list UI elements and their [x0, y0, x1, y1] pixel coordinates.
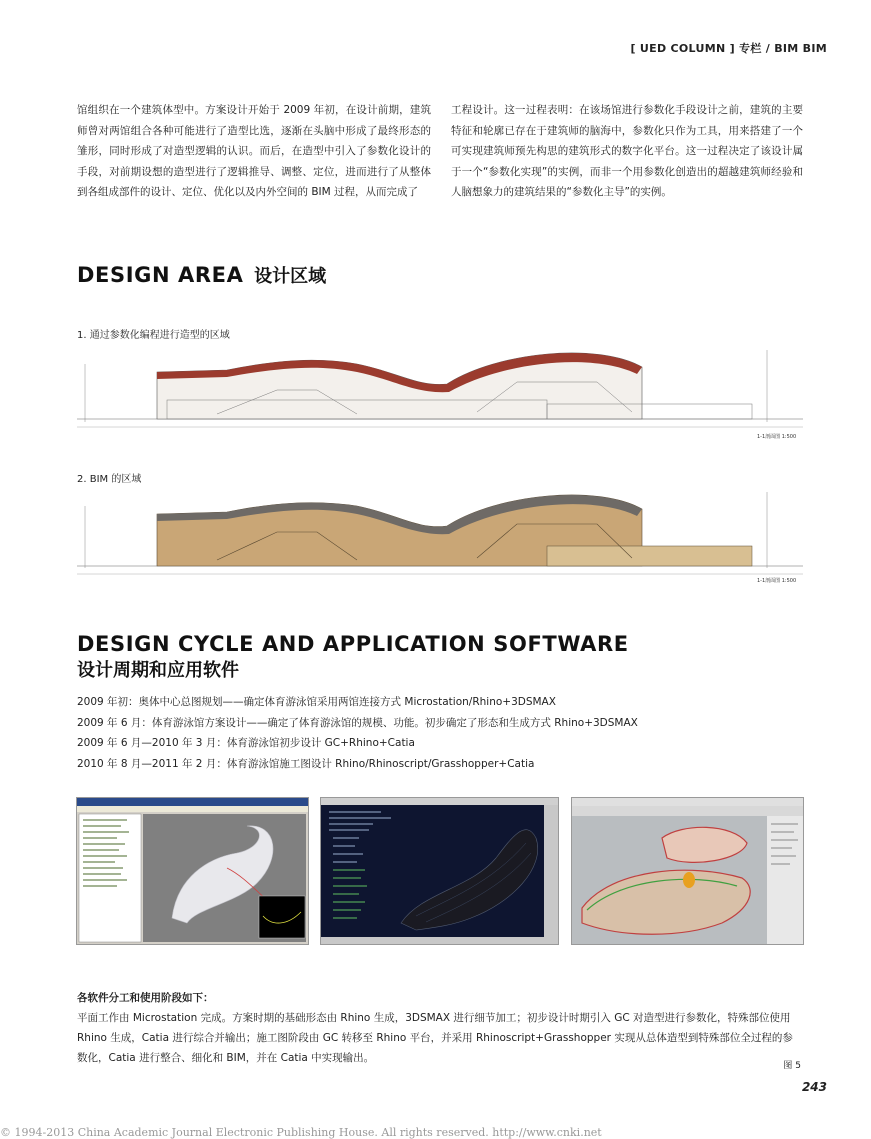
catia-toolbar-bottom	[321, 937, 544, 944]
drawing2-caption: 2. BIM 的区域	[77, 474, 142, 485]
column-header-tag: [ UED COLUMN ] 专栏 / BIM BIM	[630, 42, 827, 55]
rhino-layers-panel	[767, 816, 803, 944]
rhino-highlight	[683, 872, 695, 888]
timeline-item: 2009 年 6 月—2010 年 3 月：体育游泳馆初步设计 GC+Rhino+Catia	[77, 737, 415, 749]
notes-title: 各软件分工和使用阶段如下：	[77, 992, 214, 1004]
screenshot-rhino	[571, 797, 804, 945]
figure-label: 图 5	[783, 1061, 801, 1071]
section-heading-design-area	[77, 262, 326, 288]
notes-body: 平面工作由 Microstation 完成。方案时期的基础形态由 Rhino 生成，3DSMAX 进行细节加工；初步设计时期引入 GC 对造型进行参数化，特殊部位使用 Rhino 生成，Catia 进行综合并输出；施工图阶段由 GC 转移至 Rhino 平台，并采用 Rhinoscript+Grasshopper 实现从总体造型到特殊部位全过程的参数化，Catia 进行整合、细化和 BIM，并在 Catia 中实现输出。	[77, 1012, 793, 1064]
timeline-item: 2010 年 8 月—2011 年 2 月：体育游泳馆施工图设计 Rhino/Rhinoscript/Grasshopper+Catia	[77, 757, 535, 770]
software-timeline	[77, 692, 638, 774]
rhino-toolbar	[572, 806, 803, 816]
screenshot-catia	[320, 797, 559, 945]
catia-toolbar-right	[544, 805, 558, 944]
intro-paragraph-left: 馆组织在一个建筑体型中。方案设计开始于 2009 年初，在设计前期，建筑师曾对两馆组合各种可能进行了造型比选，逐渐在头脑中形成了最终形态的雏形，同时形成了对造型逻辑的认识。而后，在造型中引入了参数化设计的手段，对前期设想的造型进行了逻辑推导、调整、定位，进而进行了从整体到各组成部件的设计、定位、优化以及内外空间的 BIM 过程，从而完成了	[77, 104, 431, 198]
section2-title-en: DESIGN CYCLE AND APPLICATION SOFTWARE	[77, 632, 629, 656]
drawing1-caption: 1. 通过参数化编程进行造型的区域	[77, 330, 230, 341]
drawing1-scale-label: 1-1剖面图 1:500	[757, 434, 797, 440]
property-panel	[79, 814, 141, 942]
section-title-zh: 设计区域	[254, 266, 327, 287]
section-drawing-bim	[77, 486, 803, 586]
drawing2-scale-label: 1-1剖面图 1:500	[757, 578, 797, 584]
bim-east-wing	[547, 546, 752, 566]
timeline-item: 2009 年初：奥体中心总图规划——确定体育游泳馆采用两馆连接方式 Microstation/Rhino+3DSMAX	[77, 696, 556, 708]
section2-title-zh: 设计周期和应用软件	[77, 660, 239, 681]
section-title-en: DESIGN AREA	[77, 263, 244, 287]
inset-window	[259, 896, 305, 938]
software-notes	[77, 988, 803, 1068]
intro-paragraph-right: 工程设计。这一过程表明：在该场馆进行参数化手段设计之前，建筑的主要特征和轮廓已存在于建筑师的脑海中，参数化只作为工具，用来搭建了一个可实现建筑师预先构思的建筑形式的数字化平台。这一过程决定了该设计属于一个“参数化实现”的实例，而非一个用参数化创造出的超越建筑师经验和人脑想象力的建筑结果的“参数化主导”的实例。	[451, 104, 803, 198]
timeline-item: 2009 年 6 月：体育游泳馆方案设计——确定了体育游泳馆的规模、功能。初步确定了形态和生成方式 Rhino+3DSMAX	[77, 716, 638, 729]
page-number: 243	[801, 1080, 827, 1094]
section-heading-design-cycle	[77, 632, 629, 682]
copyright-footer: © 1994-2013 China Academic Journal Electronic Publishing House. All rights reserved. http://www.cnki.net	[0, 1126, 602, 1139]
section-drawing-parametric	[77, 342, 803, 442]
screenshot-microstation	[76, 797, 309, 945]
